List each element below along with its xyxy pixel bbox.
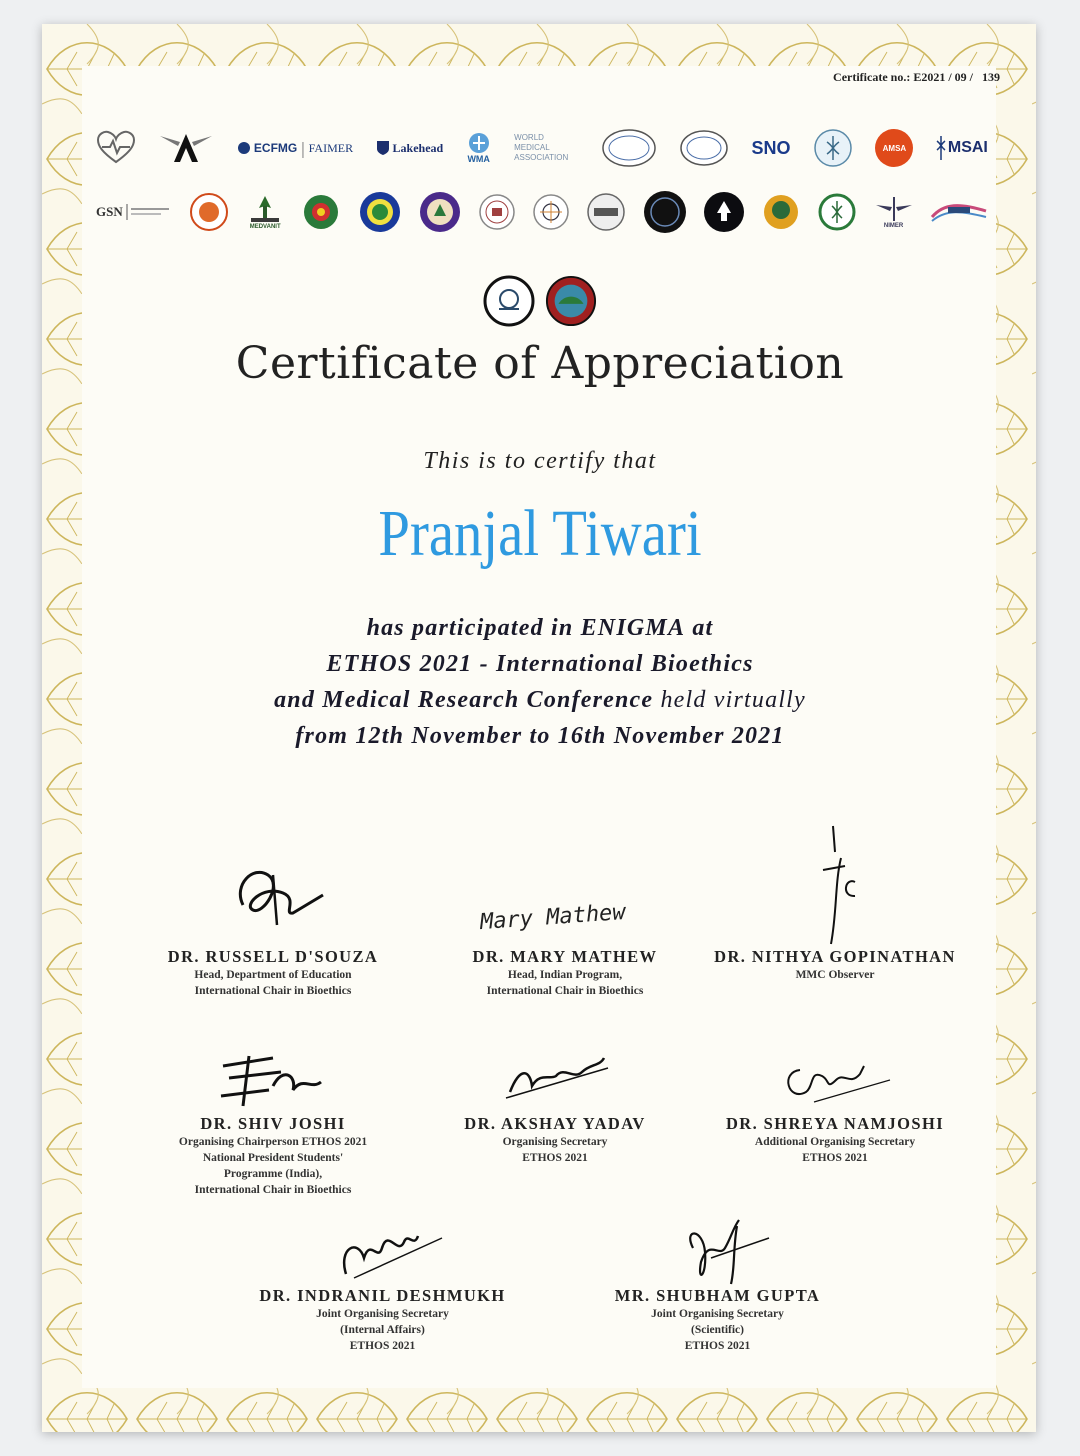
signatory-role-line: Organising Secretary [502,1136,608,1148]
certificate-number-label: Certificate no.: [833,70,911,84]
signatory-shubham-gupta [590,1218,845,1354]
blue-round-emblem-icon [358,190,402,234]
certificate-number-suffix: 139 [982,70,1000,84]
ethos-seal-icon [483,275,535,327]
signatory-role-line: ETHOS 2021 [802,1152,868,1164]
amsa-logo: AMSA [875,129,913,167]
signatory-mary-mathew [440,855,690,999]
body-line-3: and Medical Research Conference held virtually [274,687,806,713]
signatory-russell-dsouza [148,855,398,999]
signatory-name: DR. NITHYA GOPINATHAN [714,947,956,966]
oval-seal-2-icon [679,129,729,167]
oval-seal-1-icon [601,128,657,168]
signature-shreya-icon [770,1046,900,1114]
signatory-role-line: ETHOS 2021 [349,1340,416,1352]
heartbeat-logo-icon [96,130,136,166]
signatory-role-line: International Chair in Bioethics [194,985,352,997]
signatory-role-line: Joint Organising Secretary [651,1308,784,1320]
event-name: ENIGMA [580,615,686,641]
signatory-role-line: Joint Organising Secretary [316,1308,449,1320]
signatory-role-line: ETHOS 2021 [522,1152,588,1164]
signature-mary-mathew: Mary Mathew [479,899,627,936]
bioethics-chair-seal-icon [545,275,597,327]
body-line-4: from 12th November to 16th November 2021 [295,723,785,749]
certify-line: This is to certify that [423,448,657,474]
wave-banner-logo-icon [930,197,988,227]
green-caduceus-seal-icon [817,192,857,232]
green-red-crest-icon [301,192,341,232]
signature-shiv-icon [203,1046,343,1114]
medvanit-logo: MEDVANIT [245,194,285,230]
signatory-role-line: ETHOS 2021 [684,1340,751,1352]
signature-russell-icon [213,855,333,947]
signatory-name: DR. SHIV JOSHI [200,1114,346,1133]
signature-akshay-icon [490,1046,620,1114]
signatory-role-line: Head, Indian Program, [507,969,623,981]
msai-logo: MSAI [936,135,988,161]
certificate-number-value: E2021 / 09 / [913,70,973,84]
certificate-body [0,610,1080,754]
signatory-role-line: International Chair in Bioethics [486,985,644,997]
purple-round-emblem-icon [418,190,462,234]
sno-logo: SNO [751,137,791,158]
body-line-2: ETHOS 2021 - International Bioethics [326,651,754,677]
signatory-akshay-yadav [430,1046,680,1166]
body-line-1: has participated in ENIGMA at [366,615,714,641]
ecfmg-faimer-logo: ECFMG | FAIMER [237,139,353,158]
signatory-role-line: Programme (India), [223,1168,323,1180]
signatory-role-line: (Scientific) [690,1324,744,1336]
signatory-role-line: Additional Organising Secretary [754,1136,916,1148]
black-round-logo-1-icon [643,190,687,234]
gsn-logo: GSN [96,202,173,222]
nimer-logo: NIMER [874,195,914,229]
gold-green-seal-icon [761,192,801,232]
signatory-role-line: (Internal Affairs) [340,1324,425,1336]
organizer-seals [0,275,1080,327]
signature-nithya-icon [775,822,895,947]
orange-emblem-icon [189,192,229,232]
partner-logos-row-1 [96,128,988,168]
signatory-role-line: International Chair in Bioethics [194,1184,352,1196]
signatory-nithya-gopinathan [695,822,975,983]
recipient-name: Pranjal Tiwari [378,497,702,570]
signatory-shiv-joshi [138,1046,408,1198]
signature-shubham-icon [653,1218,783,1286]
partner-logos-row-2 [96,190,988,234]
white-university-seal-icon [478,193,516,231]
winged-a-logo-icon [158,130,214,166]
signatory-name: DR. RUSSELL D'SOUZA [167,947,379,966]
signatory-role-line: Organising Chairperson ETHOS 2021 [178,1136,368,1148]
signatory-indranil-deshmukh [240,1218,525,1354]
caduceus-seal-icon [813,128,853,168]
certificate-number [833,70,1000,85]
signatory-name: DR. SHREYA NAMJOSHI [725,1114,945,1133]
signatory-role-line: National President Students' [202,1152,344,1164]
signature-indranil-icon [318,1218,448,1286]
world-medical-association-text: WORLD MEDICAL ASSOCIATION [514,133,569,162]
signatory-name: DR. MARY MATHEW [472,947,658,966]
certificate-title: Certificate of Appreciation [235,338,845,389]
lakehead-logo: Lakehead [376,140,444,156]
tricolor-wheel-seal-icon [532,193,570,231]
signatory-role-line: Head, Department of Education [194,969,352,981]
signatory-name: DR. INDRANIL DESHMUKH [259,1286,506,1305]
grey-badge-icon [586,192,626,232]
black-round-logo-2-icon [703,191,745,233]
signatory-name: MR. SHUBHAM GUPTA [614,1286,821,1305]
signatory-shreya-namjoshi [700,1046,970,1166]
signatory-name: DR. AKSHAY YADAV [464,1114,646,1133]
signatory-role-line: MMC Observer [795,969,875,981]
wma-logo: WMA [466,132,492,164]
